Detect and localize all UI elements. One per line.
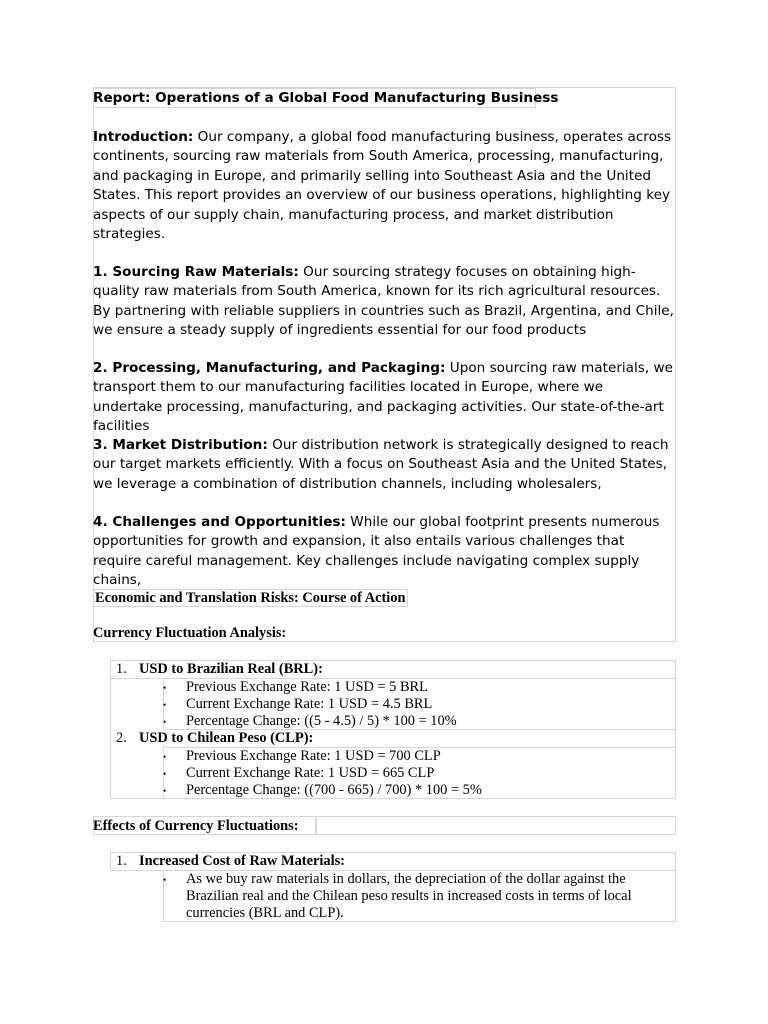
section-processing: 2. Processing, Manufacturing, and Packaging: Upon sourcing raw materials, we transport them to our manufacturing facilities located in Europe, where we undertake processing, manufacturing, and packaging activities. Our state-of-the-art facilities: [93, 360, 673, 435]
list-number: 1.: [116, 853, 127, 869]
list-number: 2.: [116, 730, 127, 746]
section-challenges: 4. Challenges and Opportunities: While our global footprint presents numerous opportunities for growth and expansion, it also entails various challenges that require careful management. Key challenges include navigating complex supply chains,: [93, 514, 660, 589]
bullet: •: [163, 752, 167, 762]
risks-heading: Economic and Translation Risks: Course of Action: [95, 590, 406, 606]
bullet: •: [163, 683, 167, 693]
sourcing-heading: 1. Sourcing Raw Materials:: [93, 264, 299, 280]
section-distribution: 3. Market Distribution: Our distribution network is strategically designed to reach our target markets efficiently. With a focus on Southeast Asia and the United States, we leverage a combination of distribution channels, including wholesalers,: [93, 437, 669, 492]
currency-analysis-heading: Currency Fluctuation Analysis:: [93, 625, 287, 641]
processing-heading: 2. Processing, Manufacturing, and Packaging:: [93, 360, 446, 376]
bullet: •: [163, 769, 167, 779]
bullet: •: [163, 875, 167, 885]
effects-heading-divider: [315, 816, 317, 835]
bullet: •: [163, 717, 167, 727]
effects-heading: Effects of Currency Fluctuations:: [93, 818, 299, 834]
challenges-heading: 4. Challenges and Opportunities:: [93, 514, 346, 530]
distribution-heading: 3. Market Distribution:: [93, 437, 268, 453]
list-item-title: USD to Chilean Peso (CLP):: [139, 730, 314, 746]
section-sourcing: 1. Sourcing Raw Materials: Our sourcing strategy focuses on obtaining high-quality raw materials from South America, known for its rich agricultural resources. By partnering with reliable suppliers in countries such as Brazil, Argentina, and Chile, we ensure a steady supply of ingredients essential for our food products: [93, 264, 674, 339]
bullet: •: [163, 700, 167, 710]
list-item-title: USD to Brazilian Real (BRL):: [139, 661, 323, 677]
bullet: •: [163, 786, 167, 796]
list-number: 1.: [116, 661, 127, 677]
report-title: Report: Operations of a Global Food Manufacturing Business: [93, 90, 559, 106]
intro-paragraph: Introduction: Our company, a global food manufacturing business, operates across continents, sourcing raw materials from South America, processing, manufacturing, and packaging in Europe, and primarily selling into Southeast Asia and the United States. This report provides an overview of our business operations, highlighting key aspects of our supply chain, manufacturing process, and market distribution strategies.: [93, 129, 672, 243]
list-item-title: Increased Cost of Raw Materials:: [139, 853, 345, 869]
intro-heading: Introduction:: [93, 129, 194, 145]
